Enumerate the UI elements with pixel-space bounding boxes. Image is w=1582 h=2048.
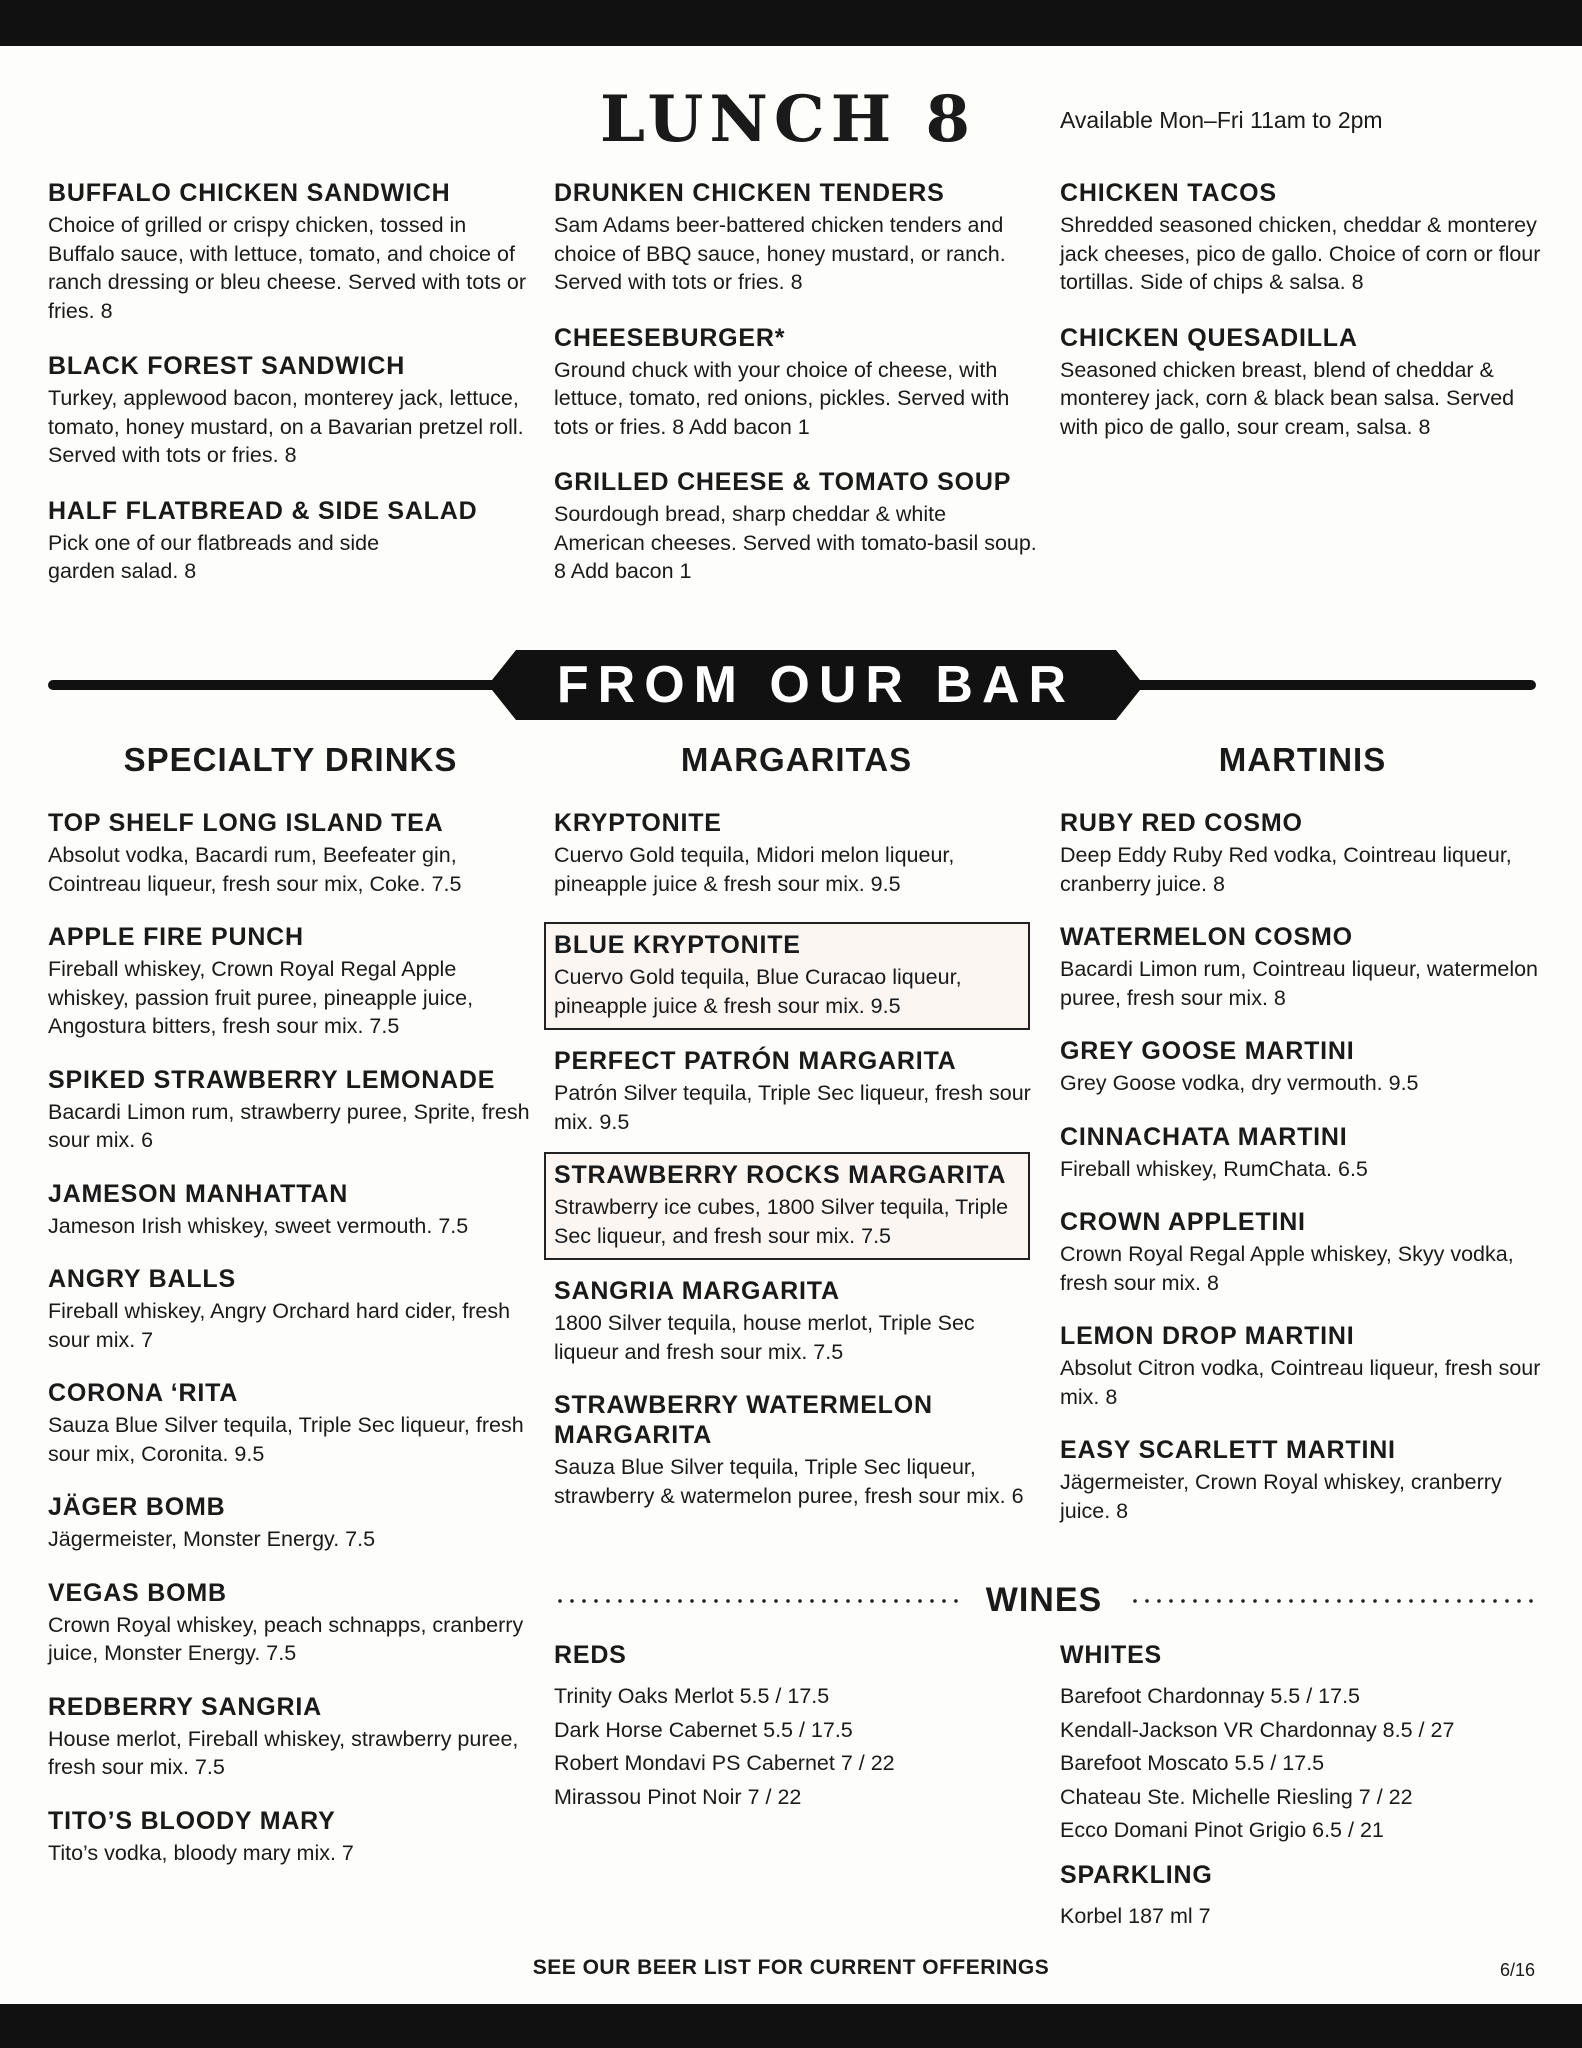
menu-item xyxy=(1060,922,1550,1012)
item-description: Seasoned chicken breast, blend of cheddar & monterey jack, corn & black bean salsa. Served with pico de gallo, sour cream, salsa. 8 xyxy=(1060,357,1515,439)
menu-item xyxy=(554,1046,1044,1136)
wine-item: Trinity Oaks Merlot 5.5 / 17.5 xyxy=(554,1684,830,1708)
wine-item: Mirassou Pinot Noir 7 / 22 xyxy=(554,1784,802,1809)
menu-item xyxy=(1060,1036,1550,1098)
item-name: RUBY RED COSMO xyxy=(1060,809,1303,837)
menu-item xyxy=(48,1806,538,1868)
item-name: KRYPTONITE xyxy=(554,809,722,837)
wine-item: Korbel 187 ml 7 xyxy=(1060,1903,1211,1928)
item-description: Pick one of our flatbreads and side garden salad. 8 xyxy=(48,530,380,583)
menu-item xyxy=(48,922,538,1041)
lunch-column-1 xyxy=(48,178,533,612)
whites-list xyxy=(1060,1640,1545,1933)
item-name: CROWN APPLETINI xyxy=(1060,1208,1306,1236)
whites-heading: WHITES xyxy=(1060,1641,1163,1669)
item-description: Crown Royal whiskey, peach schnapps, cranberry juice, Monster Energy. 7.5 xyxy=(48,1612,524,1665)
wines-title: WINES xyxy=(985,1581,1103,1619)
item-description: Deep Eddy Ruby Red vodka, Cointreau liqueur, cranberry juice. 8 xyxy=(1060,843,1512,896)
item-description: Grey Goose vodka, dry vermouth. 9.5 xyxy=(1060,1071,1419,1095)
menu-item xyxy=(554,323,1039,442)
wine-item: Barefoot Chardonnay 5.5 / 17.5 xyxy=(1060,1684,1361,1708)
item-description: Cuervo Gold tequila, Midori melon liqueur, pineapple juice & fresh sour mix. 9.5 xyxy=(554,843,955,896)
footer-date: 6/16 xyxy=(1500,1960,1536,1980)
menu-item xyxy=(48,351,533,470)
top-black-band xyxy=(0,0,1582,46)
lunch-title: LUNCH 8 xyxy=(600,82,977,157)
lunch-availability: Available Mon–Fri 11am to 2pm xyxy=(1060,107,1383,133)
lunch-column-3 xyxy=(1060,178,1545,467)
item-name: APPLE FIRE PUNCH xyxy=(48,923,304,951)
item-description: Jägermeister, Monster Energy. 7.5 xyxy=(48,1527,376,1551)
featured-menu-item xyxy=(544,1152,1030,1260)
menu-item xyxy=(554,1390,1044,1510)
wine-item: Chateau Ste. Michelle Riesling 7 / 22 xyxy=(1060,1784,1413,1809)
item-name: TOP SHELF LONG ISLAND TEA xyxy=(48,809,444,837)
reds-list xyxy=(554,1640,1039,1814)
menu-item xyxy=(48,1264,538,1354)
item-name: CHICKEN TACOS xyxy=(1060,179,1277,207)
margaritas-list xyxy=(554,808,1044,1534)
item-description: Jameson Irish whiskey, sweet vermouth. 7.5 xyxy=(48,1213,469,1238)
item-name: EASY SCARLETT MARTINI xyxy=(1060,1436,1396,1464)
footer-note: SEE OUR BEER LIST FOR CURRENT OFFERINGS xyxy=(532,1956,1050,1979)
item-description: Strawberry ice cubes, 1800 Silver tequila, Triple Sec liqueur, and fresh sour mix. 7.5 xyxy=(554,1195,1009,1248)
menu-item xyxy=(1060,178,1545,297)
wine-item: Robert Mondavi PS Cabernet 7 / 22 xyxy=(554,1751,895,1775)
menu-item xyxy=(48,1492,538,1554)
martinis-heading: MARTINIS xyxy=(1218,741,1387,778)
item-description: Fireball whiskey, Crown Royal Regal Apple whiskey, passion fruit puree, pineapple juice, Angostura bitters, fresh sour mix. 7.5 xyxy=(48,957,474,1038)
menu-item xyxy=(48,1065,538,1155)
item-name: JÄGER BOMB xyxy=(48,1493,226,1521)
specialty-drinks-list xyxy=(48,808,538,1891)
menu-item xyxy=(48,1692,538,1782)
item-name: PERFECT PATRÓN MARGARITA xyxy=(554,1047,957,1075)
item-description: Ground chuck with your choice of cheese, with lettuce, tomato, red onions, pickles. Served with tots or fries. 8 Add bacon 1 xyxy=(554,357,1010,439)
menu-item xyxy=(48,808,538,898)
bar-title: FROM OUR BAR xyxy=(556,656,1076,714)
menu-item xyxy=(1060,1321,1550,1411)
item-name: STRAWBERRY WATERMELON MARGARITA xyxy=(554,1391,933,1449)
menu-item xyxy=(48,1378,538,1468)
divider-line-left xyxy=(48,680,528,690)
lunch-column-2 xyxy=(554,178,1039,612)
dotted-rule-left xyxy=(554,1598,959,1604)
menu-item xyxy=(48,1578,538,1668)
menu-item xyxy=(554,467,1039,586)
item-name: JAMESON MANHATTAN xyxy=(48,1179,349,1208)
item-name: BLUE KRYPTONITE xyxy=(554,931,801,959)
item-description: Bacardi Limon rum, strawberry puree, Sprite, fresh sour mix. 6 xyxy=(48,1099,530,1152)
bar-section-divider xyxy=(48,650,1536,720)
item-description: Tito’s vodka, bloody mary mix. 7 xyxy=(48,1840,354,1865)
menu-item xyxy=(48,1179,538,1241)
sparkling-heading: SPARKLING xyxy=(1060,1860,1213,1889)
item-name: HALF FLATBREAD & SIDE SALAD xyxy=(48,496,478,525)
item-description: Sauza Blue Silver tequila, Triple Sec liqueur, fresh sour mix, Coronita. 9.5 xyxy=(48,1413,524,1466)
item-name: CHICKEN QUESADILLA xyxy=(1060,323,1358,352)
item-description: Shredded seasoned chicken, cheddar & monterey jack cheeses, pico de gallo. Choice of corn or flour tortillas. Side of chips & salsa. 8 xyxy=(1060,213,1541,294)
featured-menu-item xyxy=(544,922,1030,1030)
menu-item xyxy=(1060,1207,1550,1297)
item-description: Turkey, applewood bacon, monterey jack, lettuce, tomato, honey mustard, on a Bavarian pretzel roll. Served with tots or fries. 8 xyxy=(48,386,524,467)
menu-item xyxy=(554,1276,1044,1366)
item-name: REDBERRY SANGRIA xyxy=(48,1692,322,1721)
menu-item xyxy=(1060,1122,1550,1184)
menu-item xyxy=(554,178,1039,297)
margaritas-heading: MARGARITAS xyxy=(680,741,913,778)
specialty-heading: SPECIALTY DRINKS xyxy=(123,741,458,778)
item-name: GRILLED CHEESE & TOMATO SOUP xyxy=(554,468,1012,496)
martinis-list xyxy=(1060,808,1550,1549)
item-name: VEGAS BOMB xyxy=(48,1578,227,1607)
menu-item xyxy=(1060,1435,1550,1525)
item-description: Crown Royal Regal Apple whiskey, Skyy vodka, fresh sour mix. 8 xyxy=(1060,1242,1514,1295)
wine-item: Ecco Domani Pinot Grigio 6.5 / 21 xyxy=(1060,1818,1384,1842)
item-name: LEMON DROP MARTINI xyxy=(1060,1322,1355,1350)
item-name: BUFFALO CHICKEN SANDWICH xyxy=(48,179,451,207)
item-description: Jägermeister, Crown Royal whiskey, cranberry juice. 8 xyxy=(1060,1470,1502,1523)
item-description: Absolut Citron vodka, Cointreau liqueur, fresh sour mix. 8 xyxy=(1060,1356,1541,1409)
item-description: Fireball whiskey, Angry Orchard hard cider, fresh sour mix. 7 xyxy=(48,1299,511,1352)
item-description: Patrón Silver tequila, Triple Sec liqueur, fresh sour mix. 9.5 xyxy=(554,1081,1031,1134)
menu-item xyxy=(48,496,478,586)
item-description: Sam Adams beer-battered chicken tenders and choice of BBQ sauce, honey mustard, or ranch. Served with tots or fries. 8 xyxy=(554,213,1006,294)
dotted-rule-right xyxy=(1129,1598,1539,1604)
item-description: House merlot, Fireball whiskey, strawberry puree, fresh sour mix. 7.5 xyxy=(48,1726,519,1779)
item-description: Choice of grilled or crispy chicken, tossed in Buffalo sauce, with lettuce, tomato, and choice of ranch dressing or bleu cheese. Served with tots or fries. 8 xyxy=(48,213,527,323)
item-description: Sourdough bread, sharp cheddar & white American cheeses. Served with tomato-basil soup. 8 Add bacon 1 xyxy=(554,502,1037,583)
wines-header xyxy=(554,1578,1539,1622)
item-description: Absolut vodka, Bacardi rum, Beefeater gin, Cointreau liqueur, fresh sour mix, Coke. 7.5 xyxy=(48,843,462,896)
item-name: CORONA ‘RITA xyxy=(48,1379,239,1407)
wine-item: Kendall-Jackson VR Chardonnay 8.5 / 27 xyxy=(1060,1717,1455,1742)
item-description: Sauza Blue Silver tequila, Triple Sec liqueur, strawberry & watermelon puree, fresh sour mix. 6 xyxy=(554,1455,1024,1508)
wine-item: Barefoot Moscato 5.5 / 17.5 xyxy=(1060,1751,1325,1775)
item-name: SANGRIA MARGARITA xyxy=(554,1277,840,1305)
menu-item xyxy=(1060,808,1550,898)
bottom-black-band xyxy=(0,2004,1582,2048)
menu-item xyxy=(554,808,1044,898)
item-name: STRAWBERRY ROCKS MARGARITA xyxy=(554,1161,1007,1189)
item-description: 1800 Silver tequila, house merlot, Triple Sec liqueur and fresh sour mix. 7.5 xyxy=(554,1311,975,1364)
item-name: CINNACHATA MARTINI xyxy=(1060,1122,1348,1151)
item-description: Bacardi Limon rum, Cointreau liqueur, watermelon puree, fresh sour mix. 8 xyxy=(1060,957,1539,1010)
item-description: Fireball whiskey, RumChata. 6.5 xyxy=(1060,1156,1368,1181)
item-name: SPIKED STRAWBERRY LEMONADE xyxy=(48,1065,496,1094)
reds-heading: REDS xyxy=(554,1641,627,1669)
item-name: GREY GOOSE MARTINI xyxy=(1060,1037,1355,1065)
item-name: DRUNKEN CHICKEN TENDERS xyxy=(554,179,945,207)
item-name: BLACK FOREST SANDWICH xyxy=(48,352,406,380)
bar-banner xyxy=(488,650,1144,720)
item-name: WATERMELON COSMO xyxy=(1060,923,1353,951)
item-description: Cuervo Gold tequila, Blue Curacao liqueur, pineapple juice & fresh sour mix. 9.5 xyxy=(554,965,962,1018)
menu-item xyxy=(48,178,533,325)
item-name: ANGRY BALLS xyxy=(48,1265,236,1293)
item-name: TITO’S BLOODY MARY xyxy=(48,1806,336,1835)
item-name: CHEESEBURGER* xyxy=(554,323,786,352)
wine-item: Dark Horse Cabernet 5.5 / 17.5 xyxy=(554,1717,853,1742)
menu-item xyxy=(1060,323,1545,442)
